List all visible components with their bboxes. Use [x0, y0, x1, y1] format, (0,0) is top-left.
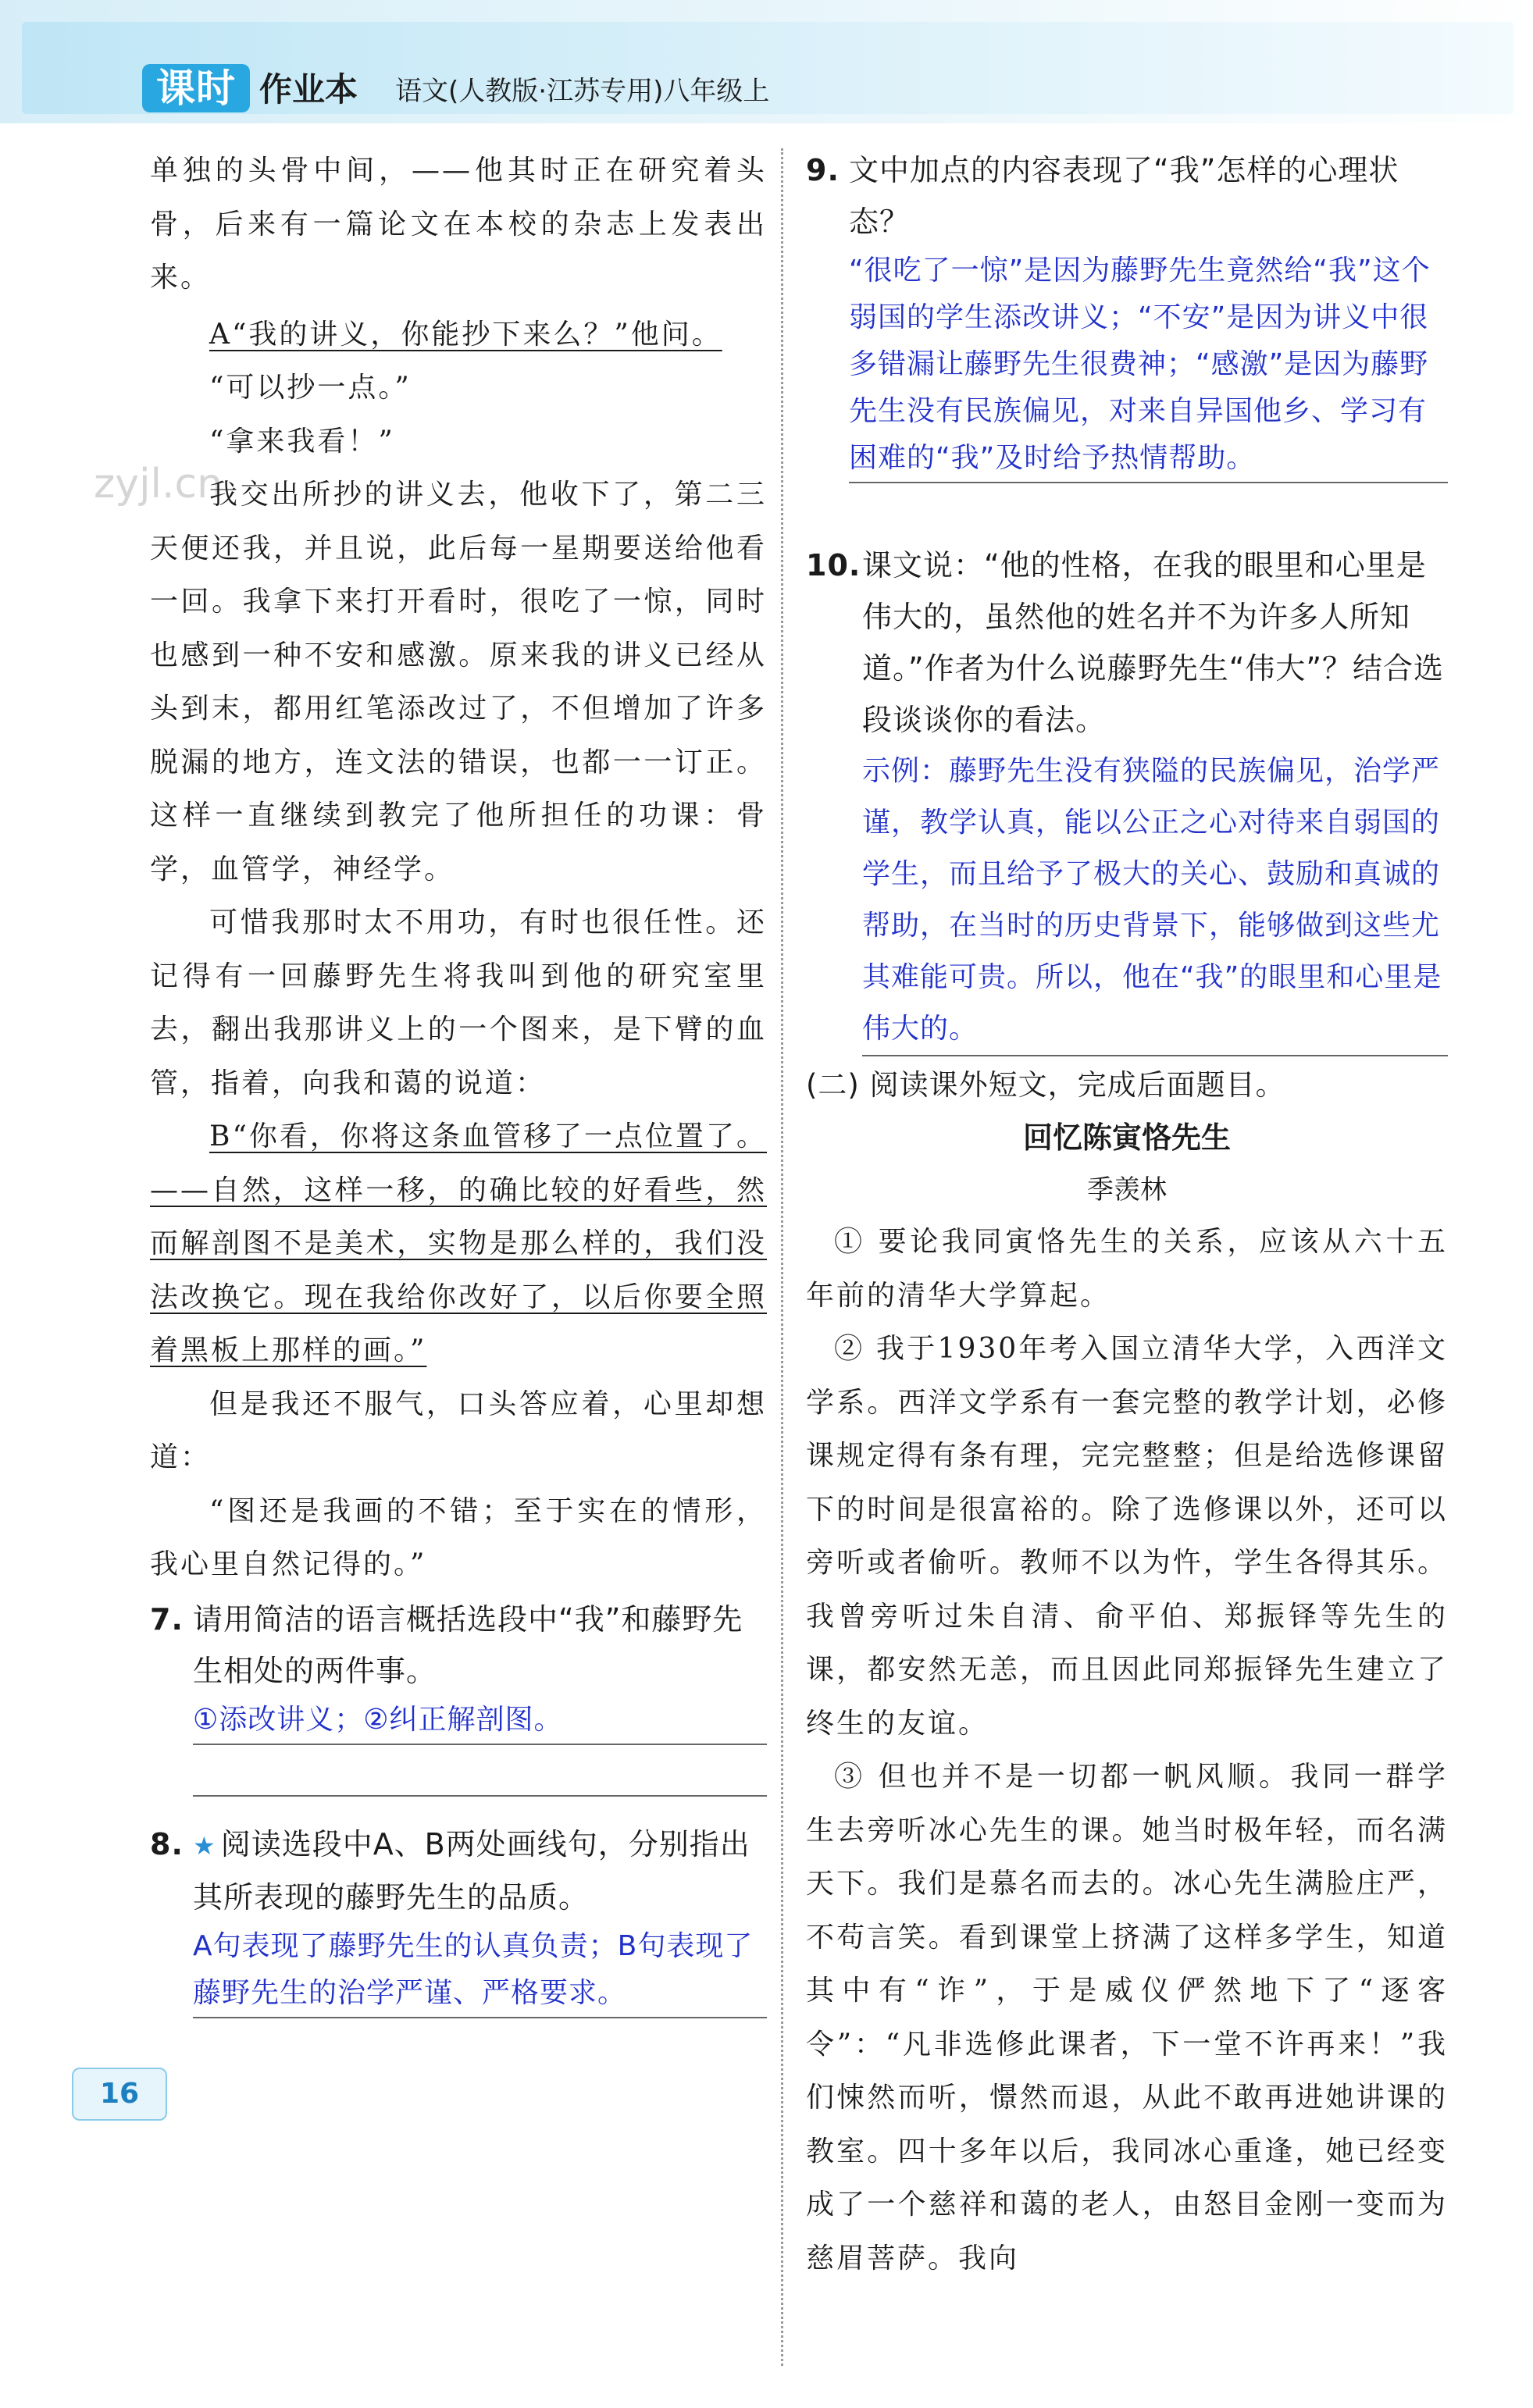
answer-8[interactable]: [150, 1923, 767, 2018]
question-number: 7.: [150, 1601, 184, 1637]
page-number-badge: [72, 2068, 167, 2121]
reading-paragraph-3: ③ 但也并不是一切都一帆风顺。我同一群学生去旁听冰心先生的课。她当时极年轻，而名满天下。我们是慕名而去的。冰心先生满脸庄严，不苟言笑。看到课堂上挤满了这样多学生，知道其中有“诈”，于是威仪俨然地下了“逐客令”：“凡非选修此课者，下一堂不许再来！”我们悚然而听，憬然而退，从此不敢再进她讲课的教室。四十多年以后，我同冰心重逢，她已经变成了一个慈祥和蔼的老人，由怒目金刚一变而为慈眉菩萨。我向: [806, 1761, 1448, 2274]
question-9-prompt: 文中加点的内容表现了“我”怎样的心理状态？: [849, 153, 1399, 239]
question-7-prompt: 请用简洁的语言概括选段中“我”和藤野先生相处的两件事。: [193, 1601, 743, 1688]
passage-underlined-a: A“我的讲义，你能抄下来么？”他问。: [209, 318, 722, 351]
question-10-text: [806, 540, 1448, 746]
page-number: 16: [99, 2078, 140, 2110]
section-heading: (二) 阅读课外短文，完成后面题目。: [806, 1068, 1285, 1102]
answer-10-text: 示例：藤野先生没有狭隘的民族偏见，治学严谨，教学认真，能以公正之心对待来自弱国的学生，而且给予了极大的关心、鼓励和真诚的帮助，在当时的历史背景下，能够做到这些尤其难能可贵。所以，他在“我”的眼里和心里是伟大的。: [862, 746, 1448, 1056]
subject-label: 语文(人教版·江苏专用)八年级上: [395, 76, 770, 107]
answer-7-text: ①添改讲义；②纠正解剖图。: [193, 1697, 767, 1745]
answer-7[interactable]: [150, 1697, 767, 1745]
article-title: 回忆陈寅恪先生: [1022, 1120, 1231, 1155]
column-divider: [781, 148, 783, 2366]
question-9: [806, 144, 1448, 483]
question-8-prompt: 阅读选段中A、B两处画线句，分别指出其所表现的藤野先生的品质。: [193, 1826, 750, 1915]
answer-8-text: A句表现了藤野先生的认真负责；B句表现了藤野先生的治学严谨、严格要求。: [193, 1923, 767, 2018]
answer-9-text: “很吃了一惊”是因为藤野先生竟然给“我”这个弱国的学生添改讲义；“不安”是因为讲义中很多错漏让藤野先生很费神；“感激”是因为藤野先生没有民族偏见，对来自异国他乡、学习有困难的“我”及时给予热情帮助。: [849, 248, 1448, 483]
reading-paragraph-2: ② 我于1930年考入国立清华大学，入西洋文学系。西洋文学系有一套完整的教学计划，必修课规定得有条有理，完完整整；但是给选修课留下的时间是很富裕的。除了选修课以外，还可以旁听或者偷听。教师不以为忤，学生各得其乐。我曾旁听过朱自清、俞平伯、郑振铎等先生的课，都安然无恙，而且因此同郑振铎先生建立了终生的友谊。: [806, 1333, 1448, 1740]
question-number: 10.: [806, 548, 861, 582]
passage-paragraph: 我交出所抄的讲义去，他收下了，第二三天便还我，并且说，此后每一星期要送给他看一回。我拿下来打开看时，很吃了一惊，同时也感到一种不安和感激。原来我的讲义已经从头到末，都用红笔添改过了，不但增加了许多脱漏的地方，连文法的错误，也都一一订正。这样一直继续到教完了他所担任的功课：骨学，血管学，神经学。: [150, 479, 767, 885]
logo-text: 课时: [156, 66, 236, 111]
brand-title: 作业本: [259, 70, 358, 109]
question-10: [806, 540, 1448, 1056]
reading-paragraph-1: ① 要论我同寅恪先生的关系，应该从六十五年前的清华大学算起。: [806, 1226, 1448, 1312]
question-number: 9.: [806, 153, 840, 187]
answer-9[interactable]: [806, 248, 1448, 483]
answer-blank-line[interactable]: [193, 1745, 767, 1797]
right-column: [806, 144, 1448, 2285]
article-author: 季羡林: [1087, 1174, 1167, 1206]
passage-paragraph: 但是我还不服气，口头答应着，心里却想道：: [150, 1387, 767, 1473]
passage-paragraph: “拿来我看！”: [209, 425, 395, 458]
passage-paragraph: “可以抄一点。”: [209, 372, 412, 404]
question-number: 8.: [150, 1826, 184, 1861]
answer-10[interactable]: [806, 746, 1448, 1056]
question-8: [150, 1818, 767, 2018]
question-8-text: [150, 1818, 767, 1923]
left-column: [150, 144, 767, 2018]
star-icon: ★: [193, 1830, 216, 1861]
passage-paragraph: “图还是我画的不错；至于实在的情形，我心里自然记得的。”: [150, 1494, 767, 1580]
passage-paragraph: 单独的头骨中间，——他其时正在研究着头骨，后来有一篇论文在本校的杂志上发表出来。: [150, 155, 767, 294]
question-7-text: [150, 1594, 767, 1697]
watermark: zyjl.cn: [94, 461, 223, 508]
passage-paragraph: 可惜我那时太不用功，有时也很任性。还记得有一回藤野先生将我叫到他的研究室里去，翻出我那讲义上的一个图来，是下臂的血管，指着，向我和蔼的说道：: [150, 907, 767, 1099]
question-10-prompt: 课文说：“他的性格，在我的眼里和心里是伟大的，虽然他的姓名并不为许多人所知道。”作者为什么说藤野先生“伟大”？结合选段谈谈你的看法。: [862, 548, 1445, 737]
question-7: [150, 1594, 767, 1797]
question-9-text: [806, 144, 1448, 248]
passage-underlined-b: B“你看，你将这条血管移了一点位置了。——自然，这样一移，的确比较的好看些，然而解剖图不是美术，实物是那么样的，我们没法改换它。现在我给你改好了，以后你要全照着黑板上那样的画。”: [150, 1120, 767, 1366]
